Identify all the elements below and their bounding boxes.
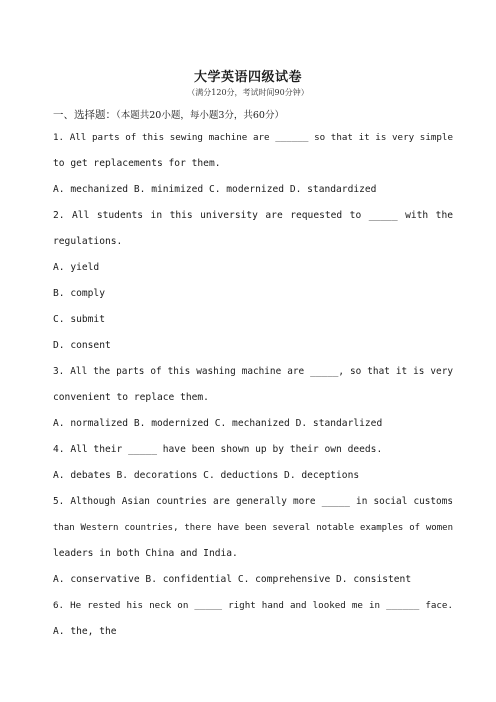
- question-5-options: A. conservative B. confidential C. comprehensive D. consistent: [53, 574, 412, 585]
- question-3-options: A. normalized B. modernized C. mechanized D. standarlized: [53, 418, 383, 429]
- question-2-option-d: D. consent: [53, 340, 111, 351]
- question-1-stem-line-2: to get replacements for them.: [53, 158, 221, 169]
- question-5-stem-line-1: 5. Although Asian countries are generally more _____ in social customs: [53, 496, 453, 507]
- question-3-stem-line-2: convenient to replace them.: [53, 392, 209, 403]
- question-1-stem-line-1: 1. All parts of this sewing machine are ______ so that it is very simple: [53, 132, 453, 143]
- section-heading: [53, 107, 284, 122]
- exam-title: 大学英语四级试卷: [193, 70, 302, 85]
- question-6-stem: 6. He rested his neck on _____ right hand and looked me in ______ face.: [53, 600, 453, 611]
- question-2-option-a: A. yield: [53, 262, 100, 273]
- question-2-stem-line-2: regulations.: [53, 236, 123, 247]
- question-2-option-b: B. comply: [53, 288, 105, 299]
- question-6-option-a: A. the, the: [53, 626, 117, 637]
- section-note: （本题共20小题，每小题3分，共60分）: [116, 110, 284, 121]
- question-5-stem-line-2: than Western countries, there have been several notable examples of women: [53, 523, 453, 533]
- question-5-stem-line-3: leaders in both China and India.: [53, 548, 238, 559]
- question-4-stem: 4. All their _____ have been shown up by their own deeds.: [53, 444, 383, 455]
- question-3-stem-line-1: 3. All the parts of this washing machine are _____, so that it is very: [53, 366, 453, 377]
- question-2-option-c: C. submit: [53, 314, 105, 325]
- exam-subtitle: （满分120分，考试时间90分钟）: [187, 88, 309, 97]
- question-4-options: A. debates B. decorations C. deductions D. deceptions: [53, 470, 360, 481]
- section-title: 一、选择题：: [53, 109, 116, 121]
- question-2-stem-line-1: 2. All students in this university are requested to _____ with the: [53, 210, 453, 221]
- question-1-options: A. mechanized B. minimized C. modernized D. standardized: [53, 184, 377, 195]
